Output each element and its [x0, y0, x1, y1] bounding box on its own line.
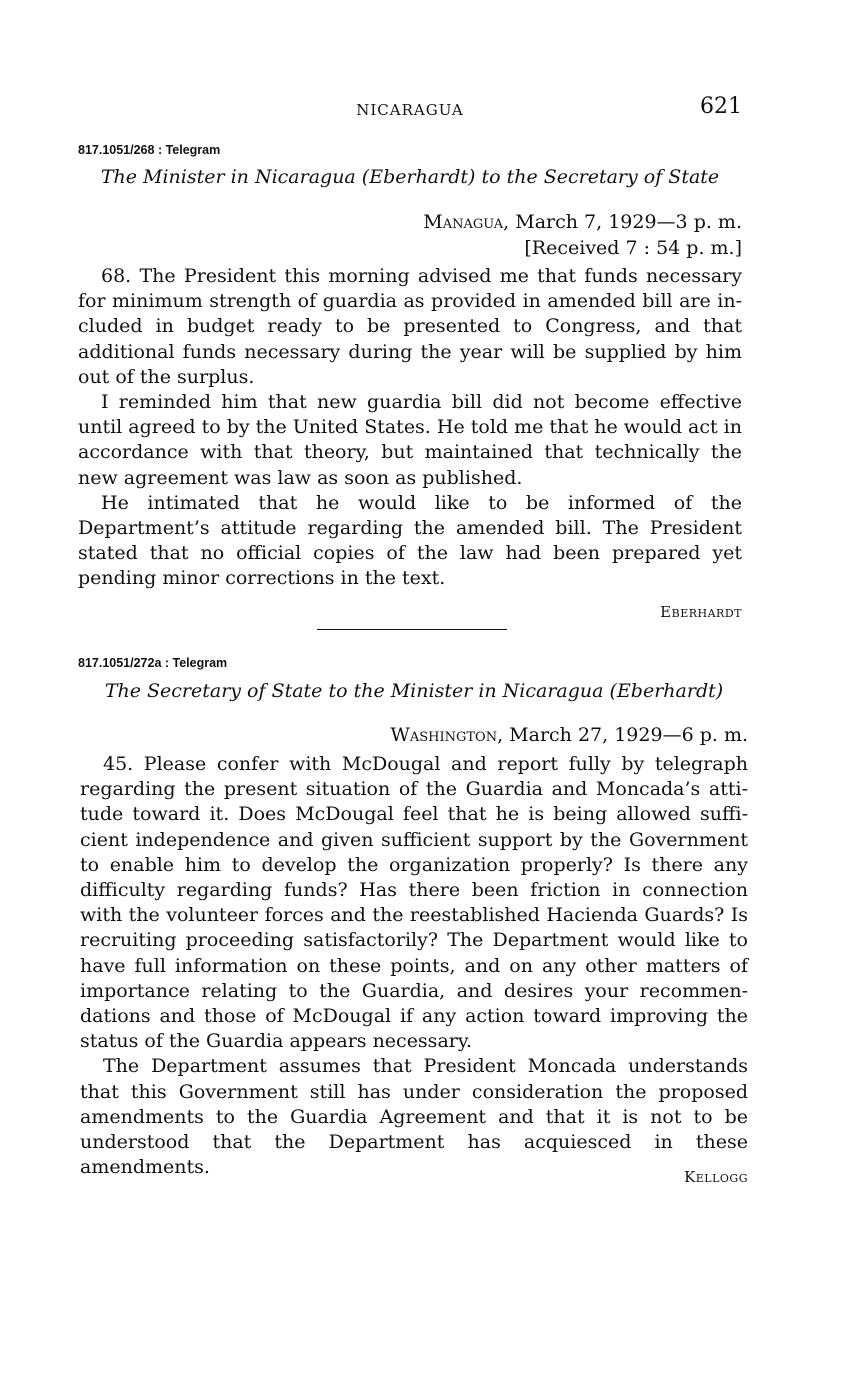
document-file-number: 817.1051/268 : Telegram [78, 143, 221, 157]
telegram-body [78, 264, 742, 592]
date-time: March 7, 1929—3 p. m. [509, 211, 742, 233]
place-name: Washington, [390, 724, 504, 746]
dateline [423, 209, 742, 261]
page-header [78, 94, 742, 124]
signature: Eberhardt [660, 603, 742, 621]
document-heading: The Secretary of State to the Minister in Nicaragua (Eberhardt) [104, 680, 724, 702]
paragraph: I reminded him that new guardia bill did not become effective until agreed to by the United States. He told me that he would act in accordance with that theory, but maintained that technically the new agreement was law as soon as published. [78, 391, 742, 489]
date-sent [423, 209, 742, 235]
paragraph: 45. Please confer with McDougal and report fully by telegraph regarding the present situation of the Guardia and Moncada’s attitude toward it. Does McDougal feel that he is being allowed sufficient independence and given sufficient support by the Government to enable him to develop the organization properly? Is there any difficulty regarding funds? Has there been friction in connection with the volunteer forces and the reestablished Hacienda Guards? Is recruiting proceeding satisfactorily? The Department would like to have full information on these points, and on any other matters of importance relating to the Guardia, and desires your recommendations and those of McDougal if any action toward improving the status of the Guardia appears necessary. [80, 753, 748, 1053]
dateline [390, 722, 748, 748]
paragraph: 68. The President this morning advised me that funds necessary for minimum strength of guardia as provided in amended bill are included in budget ready to be presented to Congress, and that additional funds necessary during the year will be supplied by him out of the surplus. [78, 265, 742, 388]
signature: Kellogg [684, 1168, 748, 1186]
page-number: 621 [700, 94, 742, 119]
date-sent [390, 722, 748, 748]
telegram-body [80, 752, 748, 1180]
document-file-number: 817.1051/272a : Telegram [78, 656, 228, 670]
running-title: NICARAGUA [356, 101, 464, 119]
section-divider [317, 629, 507, 630]
document-heading: The Minister in Nicaragua (Eberhardt) to the Secretary of State [100, 166, 720, 188]
date-received: [Received 7 : 54 p. m.] [524, 237, 742, 259]
paragraph: He intimated that he would like to be informed of the Department’s attitude regarding the amended bill. The President stated that no official copies of the law had been prepared yet pending minor corrections in the text. [78, 491, 742, 590]
date-time: March 27, 1929—6 p. m. [503, 724, 748, 746]
place-name: Managua, [423, 211, 510, 233]
paragraph: The Department assumes that President Moncada understands that this Government still has under consideration the proposed amendments to the Guardia Agreement and that it is not to be understood that the Department has acquiesced in these amendments. [80, 1055, 748, 1179]
